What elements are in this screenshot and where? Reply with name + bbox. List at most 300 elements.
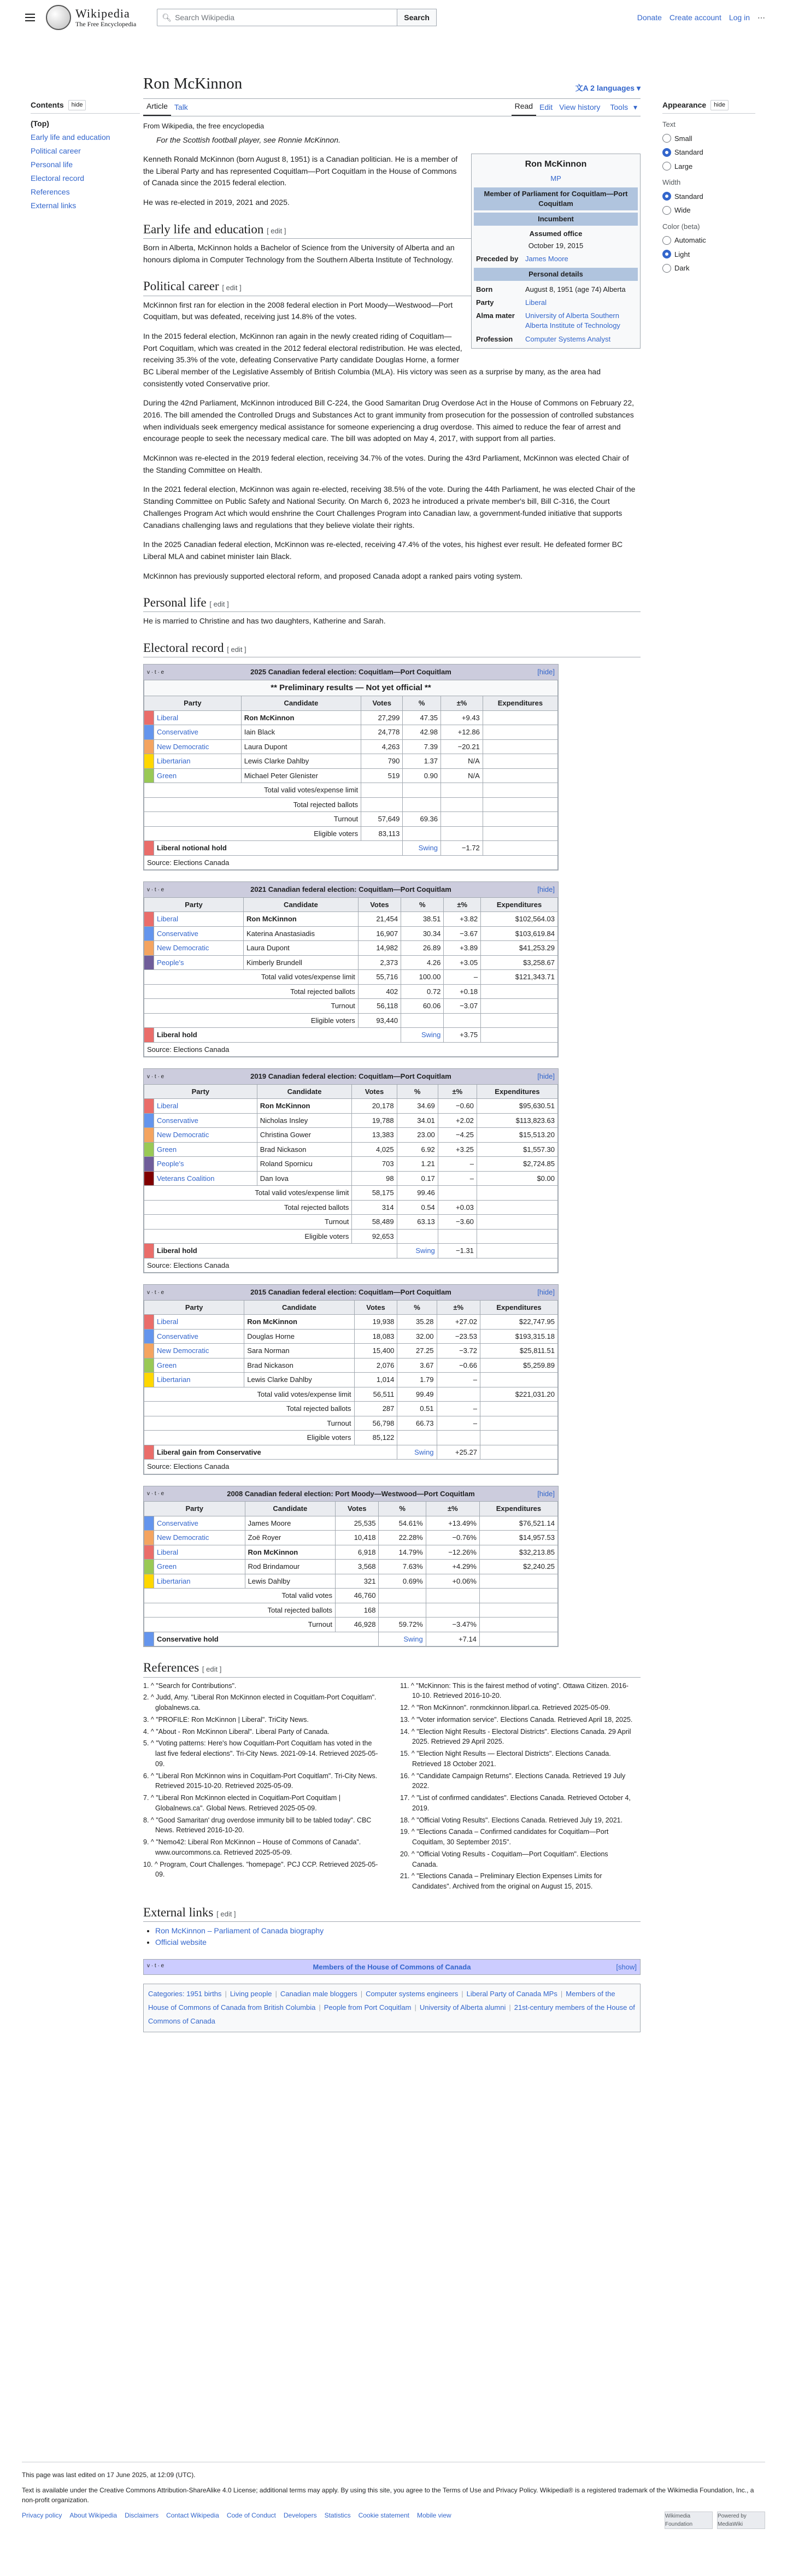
total-row [144, 1416, 558, 1431]
swing-link[interactable]: Swing [379, 1632, 426, 1646]
candidate-name: Lewis Clarke Dahlby [241, 754, 361, 769]
reference-item: 21. ^ "Elections Canada – Preliminary Election Expenses Limits for Candidates". Archived from the original on August 15, 2015. [400, 1872, 602, 1890]
table-of-contents [31, 99, 140, 213]
column-header: Party [144, 1084, 257, 1099]
party-name[interactable]: New Democratic [154, 1128, 257, 1143]
main-content [143, 70, 641, 2032]
votes-cell: 3,568 [335, 1560, 378, 1574]
total-percent: 66.73 [397, 1416, 437, 1431]
total-percent [397, 1431, 437, 1445]
category-link[interactable]: People from Port Coquitlam [324, 2003, 412, 2012]
result-row [144, 1632, 558, 1646]
total-label: Eligible voters [144, 1013, 359, 1028]
party-name[interactable]: Liberal [154, 1315, 244, 1330]
change-cell: N/A [441, 754, 483, 769]
swing-value: +3.75 [444, 1028, 481, 1043]
donate-link[interactable]: Donate [637, 13, 662, 22]
radio-option[interactable] [662, 133, 755, 144]
total-expenditure [481, 984, 558, 999]
candidate-row [144, 1344, 558, 1358]
election-title[interactable]: 2008 Canadian federal election: Port Moody—Westwood—Port Coquitlam [227, 1489, 475, 1498]
footer-link[interactable]: Cookie statement [358, 2512, 409, 2519]
edit-section-link[interactable]: [ edit ] [202, 1665, 222, 1674]
party-name[interactable]: New Democratic [154, 941, 244, 956]
total-expenditure [479, 1603, 557, 1618]
election-title[interactable]: 2015 Canadian federal election: Coquitlam—Port Coquitlam [250, 1288, 451, 1297]
percent-cell: 34.69 [397, 1099, 438, 1114]
total-expenditure [480, 1431, 557, 1445]
votes-cell: 790 [361, 754, 403, 769]
expenditure-cell: $95,630.51 [477, 1099, 557, 1114]
votes-cell: 18,083 [354, 1329, 397, 1344]
total-row [144, 812, 558, 827]
total-change [441, 826, 483, 841]
column-header: Votes [352, 1084, 397, 1099]
categories-label[interactable]: Categories: [148, 1990, 185, 1998]
expenditure-cell: $3,258.67 [481, 955, 558, 970]
candidate-name: Ron McKinnon [257, 1099, 352, 1114]
search-button[interactable]: Search [397, 9, 437, 26]
election-vte[interactable]: v · t · e [147, 1289, 165, 1296]
party-name[interactable]: Libertarian [154, 754, 242, 769]
column-header: Votes [354, 1300, 397, 1315]
career-paragraph: McKinnon first ran for election in the 2008 federal election in Port Moody—Westwood—Port Coquitlam, but was defeated, receiving just 14.8% of the votes. [143, 300, 453, 321]
category-link[interactable]: 21st-century members of the House of Commons of Canada [148, 2003, 635, 2025]
toc-item[interactable]: Electoral record [31, 174, 85, 183]
change-cell: +0.06% [426, 1574, 479, 1589]
width-label: Width [662, 178, 681, 186]
radio-option[interactable] [662, 235, 755, 246]
career-paragraph: In the 2021 federal election, McKinnon was again re-elected, receiving 38.5% of the vote. During the 44th Parliament, he was elected Chair of the Standing Committee on Public Safety and National Security. On March 6, 2023 he introduced a private member's bill, Bill C-316, the Court Challenges Program Act which would enshrine the Court Challenges Program into Canadian law, a government-funded initiative that supports Canadians challenging laws and regulations that they believe violate their rights. [143, 485, 636, 530]
navbox-vte[interactable]: v · t · e [147, 1962, 165, 1969]
election-vte[interactable]: v · t · e [147, 669, 165, 675]
election-vte[interactable]: v · t · e [147, 1491, 165, 1497]
election-title[interactable]: 2021 Canadian federal election: Coquitlam—Port Coquitlam [250, 885, 451, 894]
percent-cell: 35.28 [397, 1315, 437, 1330]
main-menu-button[interactable] [22, 9, 38, 26]
total-percent: 0.51 [397, 1402, 437, 1416]
candidate-row [144, 1157, 558, 1172]
section-heading-political-career: Political career [ edit ] [143, 278, 641, 296]
wikipedia-logo[interactable] [46, 5, 136, 30]
result-text: Liberal hold [154, 1244, 397, 1258]
percent-cell: 42.98 [403, 725, 441, 740]
total-percent: 99.49 [397, 1387, 437, 1402]
candidate-name: Laura Dupont [244, 941, 359, 956]
percent-cell: 1.21 [397, 1157, 438, 1172]
toc-hide-button[interactable]: hide [68, 100, 86, 110]
swing-link[interactable]: Swing [403, 841, 441, 856]
tab-talk[interactable]: Talk [174, 102, 188, 111]
search-input[interactable]: 🔍︎ Search Wikipedia [157, 9, 397, 26]
votes-cell: 2,076 [354, 1358, 397, 1373]
swing-value: −1.72 [441, 841, 483, 856]
expenditure-cell [483, 710, 557, 725]
party-color-swatch [144, 739, 154, 754]
career-paragraph: In the 2015 federal election, McKinnon ran again in the newly created riding of Coquitlam—Port Coquitlam, which was created in the 2012 federal electoral redistribution. He was elected, receiving 35.3% of the vote, defeating Conservative Party candidate Douglas Horne, a former BC Liberal member of the Legislative Assembly of British Columbia (MLA). His victory was seen as a surprise by many, as the area had consistently voted Conservative prior. [143, 331, 601, 388]
total-votes: 168 [335, 1603, 378, 1618]
infobox-office[interactable]: Member of Parliament for Coquitlam—Port Coquitlam [474, 187, 638, 210]
radio-option[interactable] [662, 191, 755, 202]
swing-value: +7.14 [426, 1632, 479, 1646]
tab-article[interactable]: Article [143, 101, 171, 116]
section-heading-electoral-record: Electoral record [ edit ] [143, 639, 641, 657]
radio-label: Light [674, 250, 690, 258]
party-name[interactable]: Liberal [154, 1099, 257, 1114]
category-separator: | [275, 1990, 277, 1998]
total-label: Total rejected ballots [144, 1603, 336, 1618]
tab-edit[interactable]: Edit [539, 102, 553, 111]
party-name[interactable]: Green [154, 1560, 245, 1574]
change-cell: +27.02 [437, 1315, 480, 1330]
party-name[interactable]: Conservative [154, 725, 242, 740]
result-blank [477, 1244, 557, 1258]
party-name[interactable]: Conservative [154, 1329, 244, 1344]
candidate-name: Lewis Clarke Dahlby [244, 1373, 354, 1387]
candidate-row [144, 1516, 558, 1531]
total-votes: 92,653 [352, 1229, 397, 1244]
total-votes: 57,649 [361, 812, 403, 827]
party-name[interactable]: New Democratic [154, 1344, 244, 1358]
toc-item[interactable]: External links [31, 201, 77, 210]
expenditure-cell [483, 725, 557, 740]
column-header: ±% [441, 696, 483, 711]
footer-link[interactable]: Code of Conduct [226, 2512, 276, 2519]
candidate-name: Rod Brindamour [245, 1560, 335, 1574]
mediawiki-badge[interactable]: Powered by MediaWiki [717, 2512, 765, 2529]
total-percent: 60.06 [401, 999, 444, 1014]
infobox-party-value[interactable]: Liberal [525, 298, 547, 307]
party-name[interactable]: Conservative [154, 926, 244, 941]
result-text: Conservative hold [154, 1632, 379, 1646]
total-expenditure [477, 1200, 557, 1215]
category-link[interactable]: University of Alberta alumni [419, 2003, 506, 2012]
candidate-row [144, 1358, 558, 1373]
expenditure-cell [480, 1373, 557, 1387]
language-button[interactable]: 文A 2 languages ▾ [575, 83, 641, 92]
total-expenditure [483, 797, 557, 812]
election-vte[interactable]: v · t · e [147, 886, 165, 893]
column-header: Party [144, 696, 242, 711]
election-table [144, 1501, 558, 1646]
reference-item: 16. ^ "Candidate Campaign Returns". Elections Canada. Retrieved 19 July 2022. [400, 1772, 626, 1790]
reference-item: 5. ^ "Voting patterns: Here's how Coquitlam-Port Coquitlam has voted in the last five federal elections". Tri-City News. 2021-09-14. Retrieved 2025-05-09. [143, 1739, 378, 1768]
toc-item[interactable]: Personal life [31, 160, 73, 169]
total-votes: 56,798 [354, 1416, 397, 1431]
party-name[interactable]: Libertarian [154, 1373, 244, 1387]
edit-section-link[interactable]: [ edit ] [227, 645, 246, 654]
total-expenditure [477, 1186, 557, 1201]
source-row [144, 1042, 558, 1057]
party-name[interactable]: Green [154, 1358, 244, 1373]
column-header: ±% [426, 1502, 479, 1516]
appearance-hide-button[interactable]: hide [710, 100, 729, 110]
party-name[interactable]: People's [154, 1157, 257, 1172]
total-label: Eligible voters [144, 1431, 355, 1445]
candidate-row [144, 1099, 558, 1114]
party-name[interactable]: Liberal [154, 1545, 245, 1560]
party-color-swatch [144, 1099, 154, 1114]
candidate-row [144, 1171, 558, 1186]
career-paragraph: In the 2025 Canadian federal election, McKinnon was re-elected, receiving 47.4% of the votes, his highest ever result. He defeated former BC Liberal MLA and cabinet minister Iain Black. [143, 540, 623, 561]
radio-icon [662, 134, 671, 143]
total-row [144, 970, 558, 985]
votes-cell: 21,454 [358, 912, 401, 927]
total-label: Total valid votes/expense limit [144, 1387, 355, 1402]
expenditure-cell: $113,823.63 [477, 1113, 557, 1128]
party-color-swatch [144, 1531, 154, 1545]
election-caption [144, 1069, 558, 1084]
category-link[interactable]: Members of the House of Commons of Canada from British Columbia [148, 1990, 615, 2012]
total-change [438, 1186, 477, 1201]
total-votes: 58,175 [352, 1186, 397, 1201]
total-votes: 46,760 [335, 1589, 378, 1603]
infobox-alma-value[interactable]: University of Alberta Southern Alberta Institute of Technology [525, 311, 620, 330]
percent-cell: 7.39 [403, 739, 441, 754]
reference-item: 2. ^ Judd, Amy. "Liberal Ron McKinnon elected in Coquitlam-Port Coquitlam". globalnews.ca. [143, 1693, 377, 1712]
total-row [144, 1229, 558, 1244]
total-expenditure [483, 783, 557, 798]
category-separator: | [225, 1990, 227, 1998]
candidate-row [144, 739, 558, 754]
category-link[interactable]: Canadian male bloggers [280, 1990, 357, 1998]
votes-cell: 24,778 [361, 725, 403, 740]
infobox-preceded-value[interactable]: James Moore [525, 254, 568, 263]
reference-item: 4. ^ "About - Ron McKinnon Liberal". Liberal Party of Canada. [143, 1727, 330, 1736]
source-row [144, 855, 558, 870]
reference-item: 10. ^ Program, Court Challenges. "homepage". PCJ CCP. Retrieved 2025-05-09. [143, 1860, 378, 1879]
footer-link[interactable]: Statistics [324, 2512, 351, 2519]
total-percent [379, 1589, 426, 1603]
logo-wordmark: Wikipedia [75, 7, 130, 21]
toc-item[interactable]: (Top) [31, 119, 49, 128]
election-table [144, 680, 558, 871]
election-vte[interactable]: v · t · e [147, 1073, 165, 1080]
column-header: Expenditures [481, 897, 558, 912]
edit-section-link[interactable]: [ edit ] [267, 226, 286, 235]
expenditure-cell: $32,213.85 [479, 1545, 557, 1560]
create-account-link[interactable]: Create account [669, 13, 721, 22]
total-change [437, 1431, 480, 1445]
column-header: % [397, 1084, 438, 1099]
change-cell: +3.25 [438, 1142, 477, 1157]
section-heading-personal-life: Personal life [ edit ] [143, 594, 641, 612]
candidate-row [144, 1315, 558, 1330]
edit-section-link[interactable]: [ edit ] [216, 1909, 236, 1918]
total-label: Total valid votes/expense limit [144, 783, 361, 798]
change-cell: +3.05 [444, 955, 481, 970]
election-table [144, 1084, 558, 1273]
footer-link[interactable]: Mobile view [416, 2512, 451, 2519]
source-text: Source: Elections Canada [144, 1042, 558, 1057]
total-percent: 0.72 [401, 984, 444, 999]
candidate-row [144, 1531, 558, 1545]
personal-life-paragraph: He is married to Christine and has two daughters, Katherine and Sarah. [143, 616, 386, 626]
party-color-swatch [144, 1113, 154, 1128]
toc-item[interactable]: Early life and education [31, 133, 110, 142]
swing-link[interactable]: Swing [397, 1445, 437, 1460]
radio-option[interactable] [662, 205, 755, 216]
candidate-name: Ron McKinnon [244, 1315, 354, 1330]
total-votes: 402 [358, 984, 401, 999]
category-link[interactable]: Computer systems engineers [366, 1990, 459, 1998]
percent-cell: 38.51 [401, 912, 444, 927]
total-row [144, 984, 558, 999]
swing-value: +25.27 [437, 1445, 480, 1460]
election-hide-button[interactable]: [hide] [537, 1489, 555, 1498]
category-link[interactable]: Liberal Party of Canada MPs [466, 1990, 557, 1998]
total-change [437, 1387, 480, 1402]
party-name[interactable]: New Democratic [154, 1531, 245, 1545]
total-label: Total valid votes [144, 1589, 336, 1603]
party-name[interactable]: Libertarian [154, 1574, 245, 1589]
tab-tools[interactable]: Tools ▾ [610, 102, 637, 111]
footer-link[interactable]: Privacy policy [22, 2512, 62, 2519]
total-row [144, 1215, 558, 1230]
reference-list [143, 1681, 635, 1892]
result-text: Liberal gain from Conservative [154, 1445, 397, 1460]
navbox [143, 1959, 641, 1975]
result-row [144, 841, 558, 856]
votes-cell: 15,400 [354, 1344, 397, 1358]
candidate-name: Dan Iova [257, 1171, 352, 1186]
expenditure-cell: $76,521.14 [479, 1516, 557, 1531]
votes-cell: 6,918 [335, 1545, 378, 1560]
total-change [438, 1229, 477, 1244]
page-tabs [143, 99, 641, 116]
expenditure-cell [483, 768, 557, 783]
result-text: Liberal hold [154, 1028, 401, 1043]
total-label: Total rejected ballots [144, 1200, 352, 1215]
infobox-assumed-label: Assumed office [529, 230, 583, 238]
party-name[interactable]: Veterans Coalition [154, 1171, 257, 1186]
infobox-party-label: Party [476, 298, 494, 307]
toc-item[interactable]: Political career [31, 146, 81, 155]
login-link[interactable]: Log in [729, 13, 750, 22]
navbox-show-button[interactable]: [show] [616, 1962, 637, 1971]
total-row [144, 1589, 558, 1603]
votes-cell: 19,938 [354, 1315, 397, 1330]
edit-section-link[interactable]: [ edit ] [209, 600, 229, 609]
votes-cell: 1,014 [354, 1373, 397, 1387]
footer-link[interactable]: Developers [283, 2512, 317, 2519]
percent-cell: 26.89 [401, 941, 444, 956]
infobox-personal-header: Personal details [474, 268, 638, 281]
party-name[interactable]: Liberal [154, 710, 242, 725]
edit-section-link[interactable]: [ edit ] [222, 284, 242, 292]
external-link-official[interactable]: Official website [155, 1937, 207, 1946]
radio-icon [662, 148, 671, 157]
external-link-parliament[interactable]: Ron McKinnon – Parliament of Canada biography [155, 1926, 324, 1935]
change-cell: – [438, 1157, 477, 1172]
total-label: Turnout [144, 812, 361, 827]
total-row [144, 999, 558, 1014]
election-hide-button[interactable]: [hide] [537, 1072, 555, 1081]
party-name[interactable]: Conservative [154, 1113, 257, 1128]
election-title[interactable]: 2019 Canadian federal election: Coquitlam—Port Coquitlam [250, 1072, 451, 1081]
section-heading-references: References [ edit ] [143, 1659, 641, 1677]
radio-option[interactable] [662, 263, 755, 274]
more-icon[interactable]: ⋯ [757, 13, 765, 22]
footer-link[interactable]: About Wikipedia [69, 2512, 118, 2519]
party-name[interactable]: Green [154, 768, 242, 783]
election-hide-button[interactable]: [hide] [537, 885, 555, 894]
party-color-swatch [144, 1028, 154, 1043]
article-body [143, 154, 641, 2032]
candidate-row [144, 1113, 558, 1128]
party-name[interactable]: Liberal [154, 912, 244, 927]
candidate-name: Ron McKinnon [245, 1545, 335, 1560]
career-paragraph: During the 42nd Parliament, McKinnon introduced Bill C-224, the Good Samaritan Drug Overdose Act in the House of Commons on February 22, 2016. The bill amended the Controlled Drugs and Substances Act to grant immunity from prosecution for the possession of controlled substances when individuals seek emergency medical assistance for someone experiencing a drug overdose. This aimed to reduce the fear of arrest and encourage people to seek the necessary medical care. The bill was adopted on May 4, 2017, with support from all parties. [143, 398, 635, 443]
election-title[interactable]: 2025 Canadian federal election: Coquitlam—Port Coquitlam [250, 668, 451, 677]
swing-link[interactable]: Swing [397, 1244, 438, 1258]
candidate-name: Christina Gower [257, 1128, 352, 1143]
party-name[interactable]: Conservative [154, 1516, 245, 1531]
footer-link[interactable]: Contact Wikipedia [166, 2512, 219, 2519]
election-hide-button[interactable]: [hide] [537, 1288, 555, 1297]
total-expenditure [481, 999, 558, 1014]
election-hide-button[interactable]: [hide] [537, 668, 555, 677]
infobox-profession-value[interactable]: Computer Systems Analyst [525, 334, 611, 343]
party-color-swatch [144, 1516, 154, 1531]
candidate-row [144, 725, 558, 740]
radio-option[interactable] [662, 147, 755, 158]
column-header: Candidate [245, 1502, 335, 1516]
change-cell: N/A [441, 768, 483, 783]
percent-cell: 0.69% [379, 1574, 426, 1589]
infobox-post-nominal[interactable]: MP [550, 174, 561, 183]
header-row [144, 1300, 558, 1315]
column-header: Candidate [244, 1300, 354, 1315]
total-percent: 63.13 [397, 1215, 438, 1230]
swing-link[interactable]: Swing [401, 1028, 444, 1043]
total-percent: 59.72% [379, 1618, 426, 1632]
column-header: Expenditures [479, 1502, 557, 1516]
last-edited: This page was last edited on 17 June 2025, at 12:09 (UTC). [22, 2471, 196, 2479]
wikimedia-badge[interactable]: Wikimedia Foundation [665, 2512, 713, 2529]
votes-cell: 14,982 [358, 941, 401, 956]
change-cell: −23.53 [437, 1329, 480, 1344]
footer-link[interactable]: Disclaimers [125, 2512, 159, 2519]
total-change: +0.18 [444, 984, 481, 999]
toc-item[interactable]: References [31, 187, 70, 196]
votes-cell: 321 [335, 1574, 378, 1589]
tab-view-history[interactable]: View history [559, 102, 601, 111]
total-expenditure [479, 1589, 557, 1603]
radio-option[interactable] [662, 161, 755, 172]
column-header: Expenditures [477, 1084, 557, 1099]
party-color-swatch [144, 1574, 154, 1589]
party-name[interactable]: New Democratic [154, 739, 242, 754]
radio-option[interactable] [662, 249, 755, 260]
category-link[interactable]: Living people [230, 1990, 272, 1998]
total-row [144, 1186, 558, 1201]
category-link[interactable]: 1951 births [186, 1990, 222, 1998]
percent-cell: 47.35 [403, 710, 441, 725]
change-cell: +3.89 [444, 941, 481, 956]
party-name[interactable]: Green [154, 1142, 257, 1157]
percent-cell: 0.90 [403, 768, 441, 783]
radio-icon [662, 206, 671, 215]
tab-read[interactable]: Read [512, 101, 536, 116]
change-cell: +9.43 [441, 710, 483, 725]
votes-cell: 16,907 [358, 926, 401, 941]
radio-label: Wide [674, 206, 691, 214]
total-change: +0.03 [438, 1200, 477, 1215]
navbox-title[interactable]: Members of the House of Commons of Canada [313, 1962, 471, 1971]
party-color-swatch [144, 1560, 154, 1574]
party-name[interactable]: People's [154, 955, 244, 970]
